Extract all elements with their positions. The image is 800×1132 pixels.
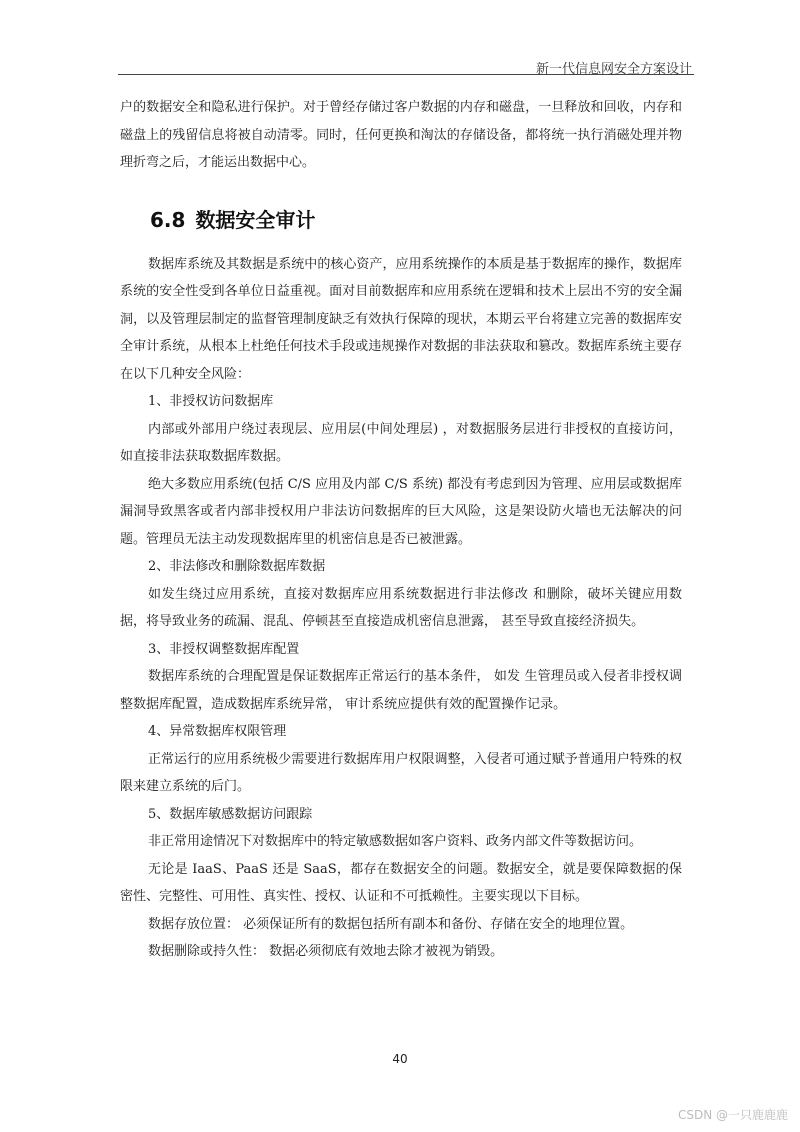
risk-paragraph: 非正常用途情况下对数据库中的特定敏感数据如客户资料、政务内部文件等数据访问。 [148,834,643,849]
risk-paragraph: 绝大多数应用系统(包括 C/S 应用及内部 C/S 系统) 都没有考虑到因为管理、应用层或数据库漏洞导致黑客或者内部非授权用户非法访问数据库的巨大风险，这是架设防火墙也无法解决的问题。管理员无法主动发现数据库里的机密信息是否已被泄露。 [120,476,682,547]
lead-paragraph: 数据库系统及其数据是系统中的核心资产，应用系统操作的本质是基于数据库的操作，数据库系统的安全性受到各单位日益重视。面对目前数据库和应用系统在逻辑和技术上层出不穷的安全漏洞，以及管理层制定的监督管理制度缺乏有效执行保障的现状，本期云平台将建立完善的数据库安全审计系统，从根本上杜绝任何技术手段或违规操作对数据的非法获取和篡改。数据库系统主要存在以下几种安全风险： [120,256,682,382]
header-divider [118,74,694,75]
section-heading [150,205,682,235]
document-body [120,94,682,966]
running-header-title: 新一代信息网安全方案设计 [535,62,692,77]
risk-heading-4: 4、异常数据库权限管理 [148,724,287,739]
risk-paragraph: 正常运行的应用系统极少需要进行数据库用户权限调整，入侵者可通过赋予普通用户特殊的权限来建立系统的后门。 [120,751,682,794]
risk-heading-1: 1、非授权访问数据库 [148,394,274,409]
page-number: 40 [392,1052,408,1066]
risk-paragraph: 数据库系统的合理配置是保证数据库正常运行的基本条件， 如发 生管理员或入侵者非授权调整数据库配置，造成数据库系统异常， 审计系统应提供有效的配置操作记录。 [120,669,682,712]
intro-paragraph: 户的数据安全和隐私进行保护。对于曾经存储过客户数据的内存和磁盘，一旦释放和回收，内存和磁盘上的残留信息将被自动清零。同时，任何更换和淘汰的存储设备，都将统一执行消磁处理并物理折弯之后，才能运出数据中心。 [120,100,682,170]
closing-paragraph: 数据删除或持久性： 数据必须彻底有效地去除才被视为销毁。 [148,944,504,959]
csdn-watermark: CSDN @一只鹿鹿鹿 [677,1108,788,1122]
section-title: 数据安全审计 [195,207,316,232]
risk-paragraph: 如发生绕过应用系统，直接对数据库应用系统数据进行非法修改 和删除，破坏关键应用数据，将导致业务的疏漏、混乱、停顿甚至直接造成机密信息泄露， 甚至导致直接经济损失。 [120,586,682,629]
risk-heading-5: 5、数据库敏感数据访问跟踪 [148,806,313,822]
risk-heading-2: 2、非法修改和删除数据库数据 [148,559,326,574]
closing-paragraph: 无论是 IaaS、PaaS 还是 SaaS，都存在数据安全的问题。数据安全，就是要保障数据的保密性、完整性、可用性、真实性、授权、认证和不可抵赖性。主要实现以下目标。 [120,861,682,904]
risk-heading-3: 3、非授权调整数据库配置 [148,641,300,657]
section-number: 6.8 [150,207,186,232]
closing-paragraph: 数据存放位置： 必须保证所有的数据包括所有副本和备份、存储在安全的地理位置。 [148,916,634,932]
risk-paragraph: 内部或外部用户绕过表现层、应用层(中间处理层) ，对数据服务层进行非授权的直接访问， 如直接非法获取数据库数据。 [120,421,682,464]
